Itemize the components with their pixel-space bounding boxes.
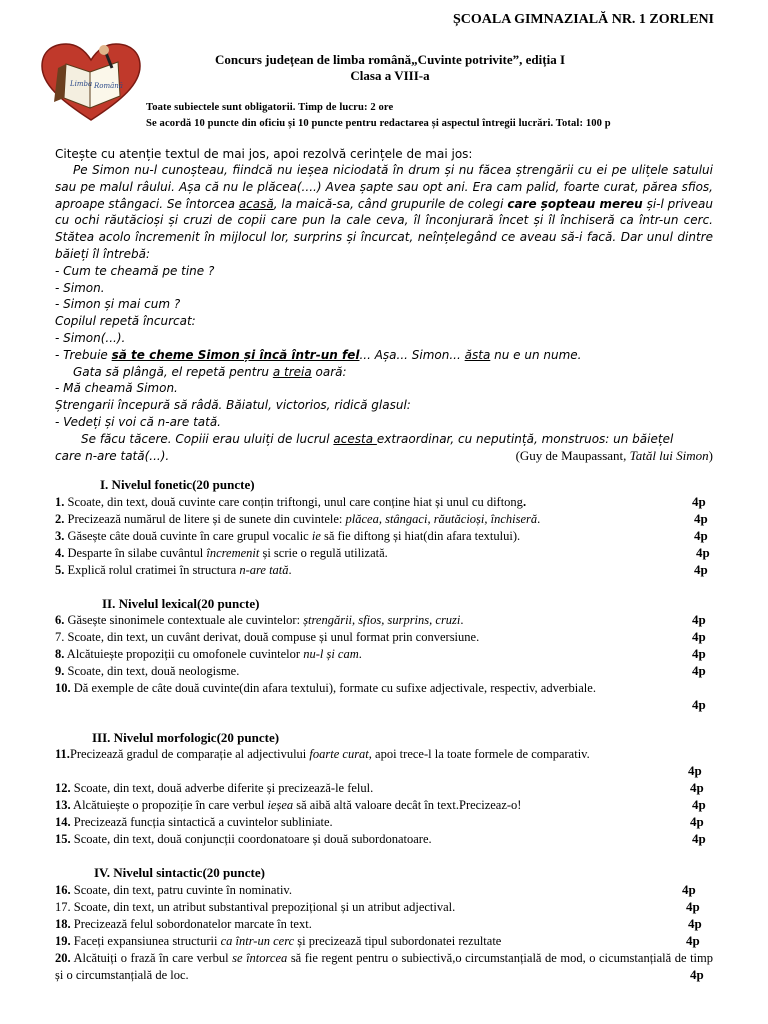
question-12: 12. Scoate, din text, două adverbe diferite și precizează-le felul. <box>55 781 374 795</box>
source-line: care n-are tată(...). (Guy de Maupassant, Tatăl lui Simon) <box>55 447 713 463</box>
question-8: 8. Alcătuiește propoziții cu omofonele cuvintelor nu-l și cam. <box>55 647 362 661</box>
question-20: 20. Alcătuiți o frază în care verbul se întorcea să fie regent pentru o subiectivă,o circumstanțială de mod, o cicumstanțială de timp și o circumstanțială de loc. <box>55 951 713 982</box>
question-7: 7. Scoate, din text, un cuvânt derivat, două compuse și unul format prin conversiune. <box>55 630 480 644</box>
question-16: 16. Scoate, din text, patru cuvinte în nominativ. <box>55 883 292 897</box>
question-10: 10. Dă exemple de câte două cuvinte(din afara textului), formate cu sufixe adjectivale, respectiv, adverbiale. <box>55 681 596 695</box>
question-13: 13. Alcătuiește o propoziție în care verbul ieșea să aibă altă valoare decât în text.Precizeaz-o! <box>55 798 522 812</box>
points: 4p <box>694 528 708 543</box>
dialogue-line: Ștrengarii începură să râdă. Băiatul, victorios, ridică glasul: <box>55 398 411 413</box>
points: 4p <box>688 763 702 778</box>
points: 4p <box>690 780 704 795</box>
points: 4p <box>692 629 706 644</box>
heart-book-logo <box>40 42 142 124</box>
dialogue-line: - Simon și mai cum ? <box>55 297 181 312</box>
dialogue-line: - Trebuie să te cheme Simon și încă într-un fel... Așa... Simon... ăsta nu e un nume. <box>55 347 582 362</box>
points: 4p <box>688 916 702 931</box>
dialogue-line: Gata să plângă, el repetă pentru a treia oară: <box>73 364 347 379</box>
class-title: Clasa a VIII-a <box>350 68 430 83</box>
source-citation: (Guy de Maupassant, Tatăl lui Simon) <box>515 447 713 463</box>
question-2: 2. Precizează numărul de litere și de sunete din cuvintele: plăcea, stângaci, răutăcioși, închiseră. <box>55 512 541 526</box>
points: 4p <box>692 663 706 678</box>
rules-line-2: Se acordă 10 puncte din oficiu și 10 puncte pentru redactarea și aspectul întregii lucrări. Total: 100 p <box>146 118 611 129</box>
reading-text <box>55 162 713 464</box>
points: 4p <box>692 494 706 509</box>
question-5: 5. Explică rolul cratimei în structura n-are tată. <box>55 563 292 577</box>
dialogue-line: - Simon. <box>55 280 105 295</box>
question-6: 6. Găsește sinonimele contextuale ale cuvintelor: ștrengării, sfios, surprins, cruzi. <box>55 613 464 627</box>
question-14: 14. Precizează funcția sintactică a cuvintelor subliniate. <box>55 815 333 829</box>
question-11: 11.Precizează gradul de comparație al adjectivului foarte curat, apoi trece-l la toate formele de comparativ. <box>55 747 590 761</box>
rules-line-1: Toate subiectele sunt obligatorii. Timp de lucru: 2 ore <box>146 102 394 113</box>
school-name: ȘCOALA GIMNAZIALĂ NR. 1 ZORLENI <box>453 12 714 27</box>
points: 4p <box>694 562 708 577</box>
points: 4p <box>690 967 704 982</box>
question-18: 18. Precizează felul sobordonatelor marcate în text. <box>55 917 312 931</box>
points: 4p <box>692 612 706 627</box>
dialogue-line: Copilul repetă încurcat: <box>55 314 196 329</box>
points: 4p <box>694 511 708 526</box>
question-15: 15. Scoate, din text, două conjuncții coordonatoare și două subordonatoare. <box>55 832 432 846</box>
points: 4p <box>696 545 710 560</box>
reading-intro: Citește cu atenție textul de mai jos, apoi rezolvă cerințele de mai jos: <box>55 147 473 161</box>
points: 4p <box>692 831 706 846</box>
question-1: 1. Scoate, din text, două cuvinte care conțin triftongi, unul care conține hiat și unul cu diftong. <box>55 495 527 509</box>
question-3: 3. Găsește câte două cuvinte în care grupul vocalic ie să fie diftong și hiat(din afara textului). <box>55 529 521 543</box>
points: 4p <box>692 697 706 712</box>
contest-title: Concurs județean de limba română„Cuvinte potrivite”, ediția I <box>214 52 566 67</box>
points: 4p <box>686 899 700 914</box>
section-title: III. Nivelul morfologic(20 puncte) <box>92 730 280 745</box>
question-19: 19. Faceți expansiunea structurii ca într-un cerc și precizează tipul subordonatei rezultate <box>55 934 502 948</box>
svg-text:Română: Română <box>94 82 123 90</box>
paragraph-end: Se făcu tăcere. Copiii erau uluiți de lucrul acesta extraordinar, cu neputință, monstruos: un băiețel <box>81 431 674 446</box>
svg-text:Limba: Limba <box>70 80 93 88</box>
points: 4p <box>692 797 706 812</box>
points: 4p <box>692 646 706 661</box>
paragraph-1: Pe Simon nu-l cunoșteau, fiindcă nu ieșea niciodată în drum și nu făcea ștrengării cu ei pe ulițele satului sau pe malul râului. Așa că nu le plăcea(....) Avea șapte sau opt ani. Era cam palid, foarte curat, părea sfios, aproape stângaci. Se întorcea acasă, la maică-sa, când grupurile de colegi care șopteau mereu și-l priveau cu ochi răutăcioși și cruzi de copii care pun la cale ceva, îl înconjurară încet și îl închiseră ca într-un cerc. Stătea acolo încremenit în mijlocul lor, surprins și încurcat, neînțelegând ce aveau să-i facă. Dar unul dintre băieți îl întrebă: <box>55 163 713 261</box>
points: 4p <box>686 933 700 948</box>
question-9: 9. Scoate, din text, două neologisme. <box>55 664 240 678</box>
dialogue-line: - Simon(...). <box>55 330 126 345</box>
dialogue-line: - Cum te cheamă pe tine ? <box>55 263 215 278</box>
points: 4p <box>682 882 696 897</box>
points: 4p <box>690 814 704 829</box>
question-17: 17. Scoate, din text, un atribut substantival prepozițional și un atribut adjectival. <box>55 900 456 914</box>
section-title: I. Nivelul fonetic(20 puncte) <box>100 477 255 492</box>
dialogue-line: - Vedeți și voi că n-are tată. <box>55 414 221 429</box>
question-4: 4. Desparte în silabe cuvântul încremenit și scrie o regulă utilizată. <box>55 546 388 560</box>
section-title: IV. Nivelul sintactic(20 puncte) <box>94 865 265 880</box>
dialogue-line: - Mă cheamă Simon. <box>55 381 178 396</box>
section-title: II. Nivelul lexical(20 puncte) <box>102 596 260 611</box>
